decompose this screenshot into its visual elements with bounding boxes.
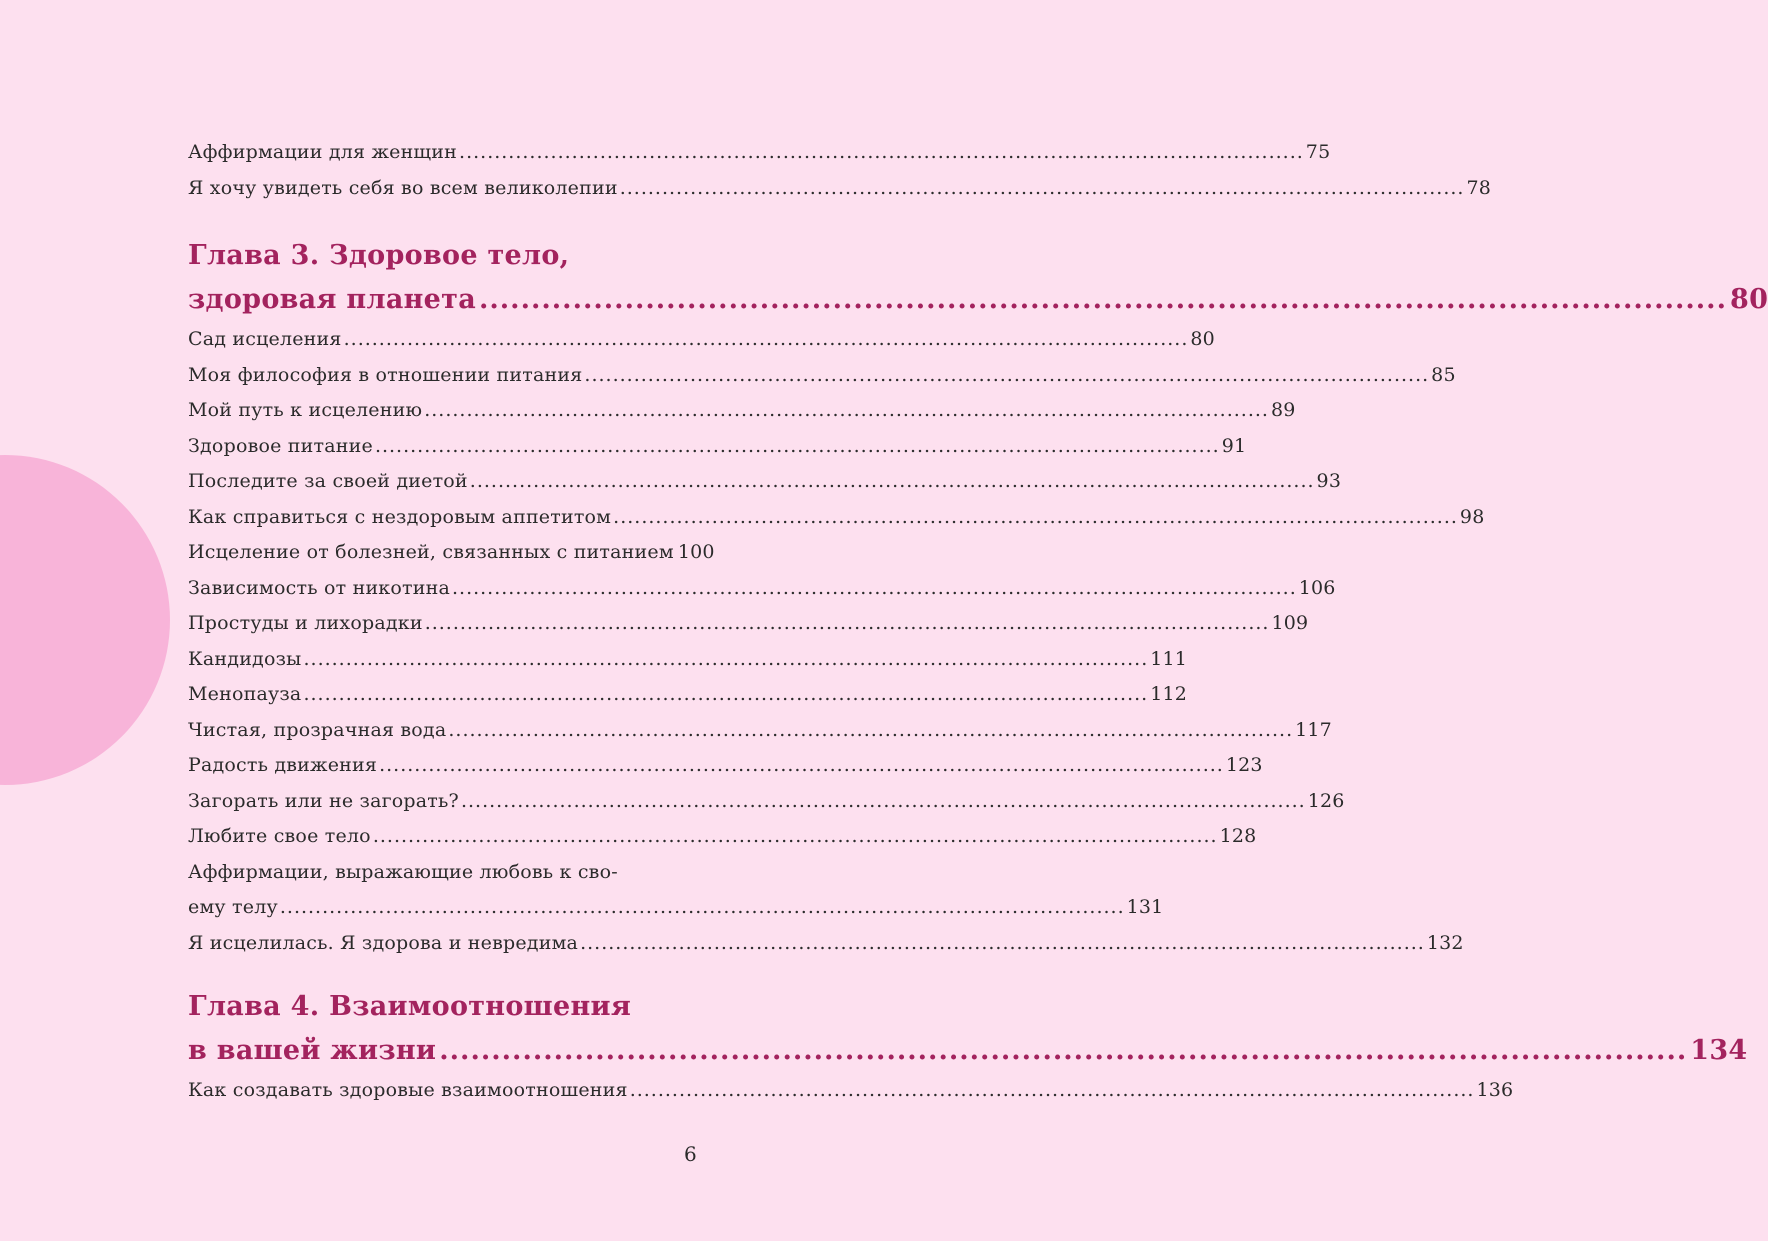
table-of-contents — [188, 135, 1768, 1109]
toc-entry-affirmations-line2[interactable] — [188, 890, 1164, 926]
chapter-4-page: 134 — [1690, 1035, 1748, 1066]
dot-leader: ........................................................................................................................ — [619, 176, 1465, 199]
toc-entry-title: Любите свое тело — [188, 825, 371, 847]
toc-entry-title: Аффирмации для женщин — [188, 141, 458, 163]
toc-entry-title: Моя философия в отношении питания — [188, 363, 583, 386]
toc-entry[interactable] — [188, 464, 1342, 500]
toc-entry[interactable] — [188, 748, 1263, 784]
page-number: 6 — [684, 1142, 697, 1166]
toc-entry[interactable] — [188, 784, 1345, 820]
toc-entry-title: Мой путь к исцелению — [188, 399, 423, 421]
toc-entry[interactable] — [188, 606, 1309, 642]
toc-entry-title: Чистая, прозрачная вода — [188, 718, 447, 741]
toc-entry-page: 89 — [1270, 399, 1296, 421]
toc-entry-page: 98 — [1459, 505, 1485, 528]
toc-entry[interactable] — [188, 322, 1215, 358]
toc-entry-page: 136 — [1476, 1079, 1514, 1101]
toc-entry[interactable] — [188, 713, 1332, 749]
toc-entry-page: 112 — [1150, 683, 1188, 705]
chapter-3-heading[interactable] — [188, 234, 696, 278]
dot-leader: ........................................................................................................................ — [448, 718, 1294, 741]
chapter-3-entries — [188, 322, 1485, 855]
dot-leader: ........................................................................................................................ — [629, 1079, 1475, 1101]
toc-entry-title: ему телу — [188, 896, 278, 918]
toc-entry-title: Сад исцеления — [188, 328, 342, 350]
chapter-4-heading[interactable] — [188, 985, 696, 1029]
toc-entry-title: Зависимость от никотина — [188, 576, 450, 599]
dot-leader: ........................................................................................................................ — [451, 576, 1297, 599]
chapter-3-title-line2: здоровая планета — [188, 284, 476, 315]
toc-entry[interactable] — [188, 571, 1336, 607]
toc-entry-page: 128 — [1219, 825, 1257, 847]
toc-entry[interactable] — [188, 393, 1296, 429]
toc-entry-page: 85 — [1431, 363, 1456, 386]
toc-entry-title: Как справиться с нездоровым аппетитом — [188, 505, 612, 528]
toc-entry-page: 132 — [1426, 931, 1464, 954]
dot-leader: ........................................................................................................................ — [478, 284, 1727, 315]
dot-leader: ........................................................................................................................ — [459, 141, 1304, 163]
toc-entry[interactable] — [188, 171, 1492, 207]
toc-entry-page: 131 — [1126, 896, 1164, 918]
dot-leader: ........................................................................................................................ — [469, 470, 1315, 492]
spacer — [188, 961, 696, 985]
toc-entry-title: Последите за своей диетой — [188, 470, 468, 492]
chapter-3-page: 80 — [1729, 284, 1768, 315]
toc-entry-title: Я хочу увидеть себя во всем великолепии — [188, 176, 618, 199]
toc-entry-page: 117 — [1295, 718, 1332, 741]
toc-entry[interactable] — [188, 135, 1331, 171]
dot-leader: ........................................................................................................................ — [460, 789, 1306, 812]
chapter-3-heading-line2[interactable] — [188, 278, 1768, 322]
chapter-4-title-line2: в вашей жизни — [188, 1035, 437, 1066]
toc-entry[interactable] — [188, 1073, 1514, 1109]
toc-entry-title: Исцеление от болезней, связанных с питанием — [188, 541, 674, 563]
toc-entry-title: Менопауза — [188, 683, 302, 705]
toc-entry[interactable] — [188, 358, 1456, 394]
dot-leader: ........................................................................................................................ — [374, 434, 1220, 457]
toc-entry[interactable] — [188, 535, 715, 571]
dot-leader: ........................................................................................................................ — [279, 896, 1125, 918]
toc-entry[interactable] — [188, 926, 1464, 962]
toc-entry-title: Я исцелилась. Я здорова и невредима — [188, 931, 579, 954]
dot-leader: ........................................................................................................................ — [580, 931, 1425, 954]
toc-entry-page: 93 — [1316, 470, 1342, 492]
spacer — [188, 206, 696, 234]
chapter-4-heading-line2[interactable] — [188, 1029, 1748, 1073]
toc-entry-title: Кандидозы — [188, 647, 302, 670]
toc-entry[interactable] — [188, 500, 1485, 536]
toc-entry-title: Как создавать здоровые взаимоотношения — [188, 1079, 628, 1101]
dot-leader: ........................................................................................................................ — [613, 505, 1458, 528]
toc-entry-page: 78 — [1466, 176, 1492, 199]
toc-entry-page: 91 — [1221, 434, 1247, 457]
toc-entry-page: 80 — [1190, 328, 1215, 350]
toc-entry[interactable] — [188, 642, 1188, 678]
toc-entry[interactable] — [188, 819, 1257, 855]
toc-entry-page: 100 — [677, 541, 715, 563]
toc-entry-affirmations-line1[interactable] — [188, 855, 696, 891]
toc-entry-title: Простуды и лихорадки — [188, 612, 423, 634]
dot-leader: ........................................................................................................................ — [424, 399, 1269, 421]
toc-entry[interactable] — [188, 677, 1188, 713]
toc-entry-title: Здоровое питание — [188, 434, 373, 457]
toc-entry-page: 75 — [1305, 141, 1331, 163]
toc-entry-page: 111 — [1150, 647, 1188, 670]
toc-entry-title: Загорать или не загорать? — [188, 789, 459, 812]
dot-leader: ........................................................................................................................ — [303, 647, 1149, 670]
toc-entry[interactable] — [188, 429, 1247, 465]
toc-entry-page: 109 — [1271, 612, 1309, 634]
dot-leader: ........................................................................................................................ — [303, 683, 1149, 705]
toc-entry-title: Аффирмации, выражающие любовь к сво- — [188, 860, 618, 883]
dot-leader: ........................................................................................................................ — [424, 612, 1270, 634]
toc-entry-page: 106 — [1298, 576, 1336, 599]
toc-entry-page: 126 — [1307, 789, 1345, 812]
dot-leader: ........................................................................................................................ — [372, 825, 1218, 847]
dot-leader: ........................................................................................................................ — [379, 754, 1224, 776]
dot-leader: ........................................................................................................................ — [439, 1035, 1688, 1066]
chapter-4-title-line1: Глава 4. Взаимоотношения — [188, 991, 632, 1022]
dot-leader: ........................................................................................................................ — [343, 328, 1189, 350]
dot-leader: ........................................................................................................................ — [584, 363, 1430, 386]
toc-entry-title: Радость движения — [188, 754, 378, 776]
decorative-circle — [0, 455, 170, 785]
chapter-3-title-line1: Глава 3. Здоровое тело, — [188, 240, 570, 271]
toc-entry-page: 123 — [1225, 754, 1263, 776]
